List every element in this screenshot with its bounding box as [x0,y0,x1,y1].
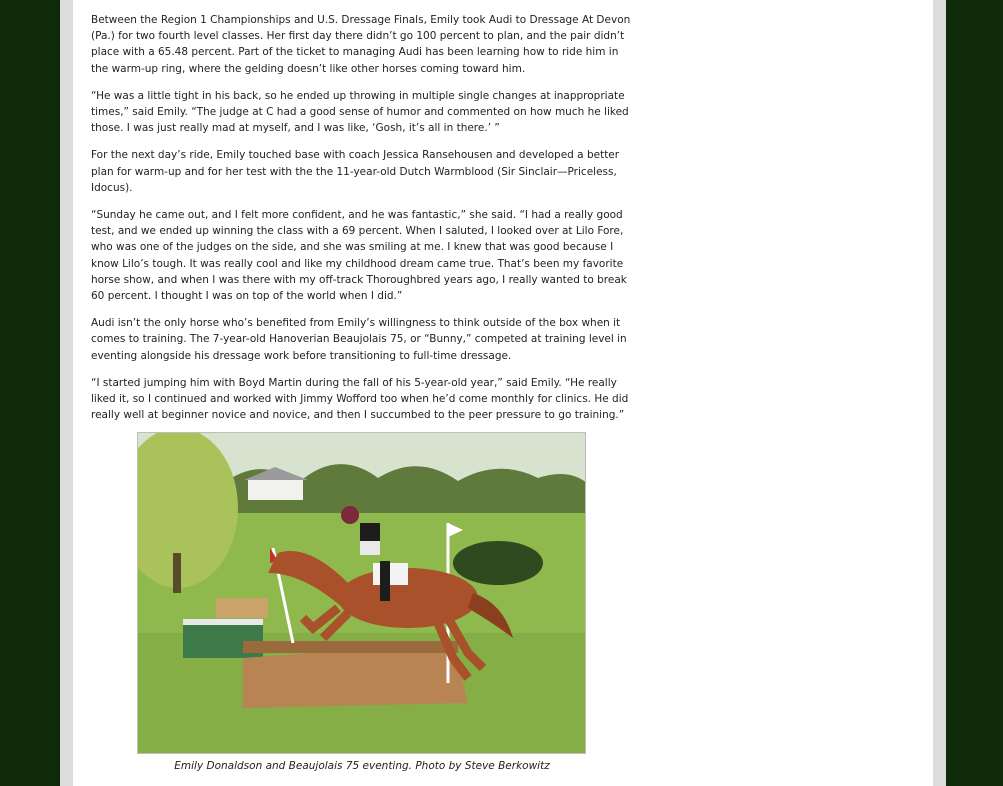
photo-bush [453,541,543,585]
article-paragraph-2: “He was a little tight in his back, so he ended up throwing in multiple single changes at inappropriate times,” said Emily. “The judge at C had a good sense of humor and commented on how much he liked those. I was just really mad at myself, and I was like, ‘Gosh, it’s all in there.’ ” [91,89,629,135]
photo-rider-boot [380,561,390,601]
article-paragraph-6: “I started jumping him with Boyd Martin during the fall of his 5-year-old year,” said Emily. “He really liked it, so I continued and worked with Jimmy Wofford too when he’d come monthly for clinics. He did really well at beginner novice and novice, and then I succumbed to the peer pressure to go training.” [91,376,629,422]
article-paragraph-1: Between the Region 1 Championships and U.S. Dressage Finals, Emily took Audi to Dressage At Devon (Pa.) for two fourth level classes. Her first day there didn’t go 100 percent to plan, and the pair didn’t place with a 65.48 percent. Part of the ticket to managing Audi has been learning how to ride him in the warm-up ring, where the gelding doesn’t like other horses coming toward him. [91,14,631,75]
photo-hay-bale [216,598,268,618]
article-body [91,12,633,434]
photo-house [248,478,303,500]
photo-saddle-pad [373,563,408,585]
photo-caption: Emily Donaldson and Beaujolais 75 eventing. Photo by Steve Berkowitz [174,760,550,772]
photo-wooden-jump-top [243,641,458,653]
photo-left-tree-trunk [173,553,181,593]
article-paragraph-4: “Sunday he came out, and I felt more confident, and he was fantastic,” she said. “I had a really good test, and we ended up winning the class with a 69 percent. When I saluted, I looked over at Lilo Fore, who was one of the judges on the side, and she was smiling at me. I knew that was good because I know Lilo’s tough. It was really cool and like my childhood dream came true. That’s been my favorite horse show, and when I was there with my off-track Thoroughbred years ago, I really wanted to break 60 percent. I thought I was on top of the world when I did.” [91,209,627,303]
article-content [73,0,933,786]
photo-rider-vest [360,523,380,541]
article-photo [137,432,586,754]
article-paragraph-3: For the next day’s ride, Emily touched base with coach Jessica Ransehousen and developed a better plan for warm-up and for her test with the the 11-year-old Dutch Warmblood (Sir Sinclair—Priceless, Idocus). [91,149,620,194]
photo-rider-helmet [341,506,359,524]
article-paragraph-5: Audi isn’t the only horse who’s benefited from Emily’s willingness to think outside of the box when it comes to training. The 7-year-old Hanoverian Beaujolais 75, or “Bunny,” competed at training level in eventing alongside his dressage work before transitioning to full-time dressage. [91,317,627,362]
horse-jumping-photo [138,433,586,754]
photo-green-jump-top [183,619,263,625]
